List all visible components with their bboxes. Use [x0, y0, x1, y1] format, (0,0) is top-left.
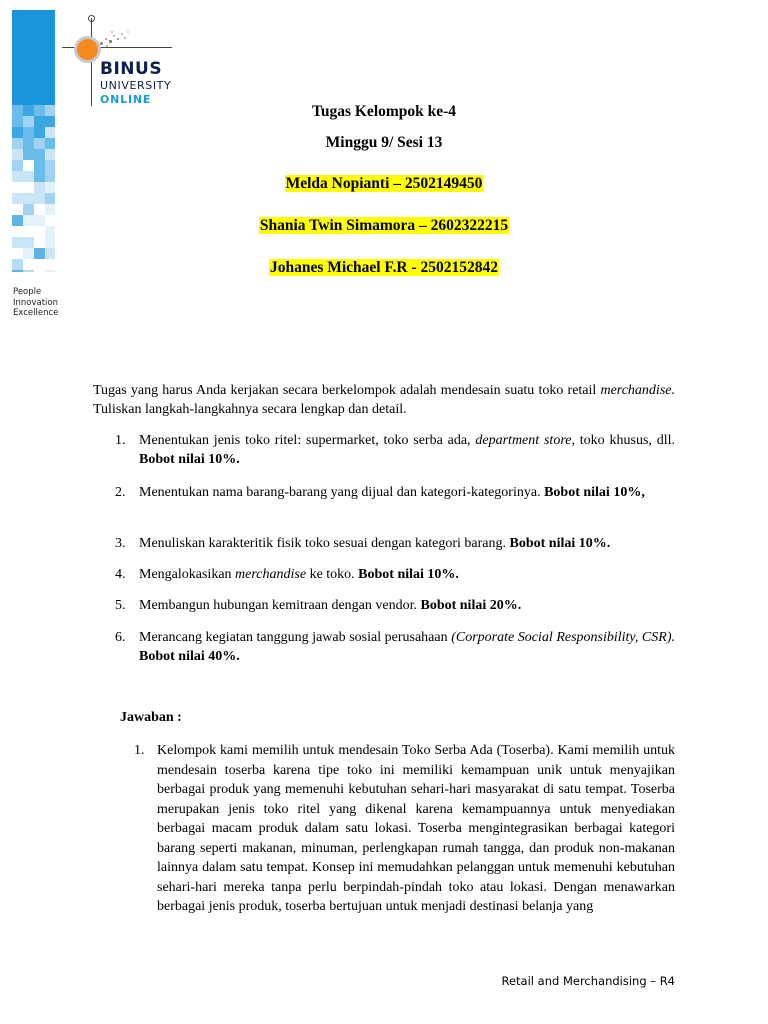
task-number: 5. — [115, 598, 126, 613]
member-3 — [0, 259, 768, 277]
mosaic-tile — [23, 193, 34, 204]
page-footer: Retail and Merchandising – R4 — [501, 974, 675, 988]
task-text: Menentukan jenis toko ritel: supermarket, toko serba ada, — [139, 433, 476, 448]
instructions-paragraph — [93, 381, 675, 419]
task-text: , toko khusus, dll. — [571, 433, 676, 448]
mosaic-tile — [45, 204, 55, 215]
mosaic-tile — [34, 248, 45, 259]
task-item — [93, 596, 675, 615]
task-text: Merancang kegiatan tanggung jawab sosial perusahaan — [139, 630, 452, 645]
task-item — [93, 534, 675, 553]
task-number: 1. — [115, 433, 126, 448]
task-item — [93, 483, 675, 502]
mosaic-tile — [45, 237, 55, 248]
tagline-line: Innovation — [13, 297, 59, 308]
mosaic-tile — [12, 160, 23, 171]
intro-text: Tuliskan langkah-langkahnya secara lengkap dan detail. — [93, 402, 407, 417]
intro-italic: merchandise. — [600, 383, 675, 398]
binus-logo — [58, 14, 198, 114]
tagline-line: People — [13, 287, 42, 297]
task-number: 4. — [115, 567, 126, 582]
answers-heading: Jawaban : — [120, 710, 182, 725]
task-item — [93, 628, 675, 666]
mosaic-tile — [12, 193, 23, 204]
mosaic-tile — [45, 193, 55, 204]
mosaic-tile — [23, 204, 34, 215]
task-weight: Bobot nilai 10%. — [139, 452, 240, 467]
assignment-title — [0, 103, 768, 121]
task-number: 3. — [115, 536, 126, 551]
task-italic: merchandise — [235, 567, 307, 582]
task-number: 2. — [115, 485, 126, 500]
answers-list — [120, 741, 675, 917]
mosaic-tile — [23, 248, 34, 259]
session-label — [0, 134, 768, 152]
assignment-title-text: Tugas Kelompok ke-4 — [311, 103, 457, 120]
member-2 — [0, 217, 768, 235]
intro-text: Tugas yang harus Anda kerjakan secara berkelompok adalah mendesain suatu toko retail — [93, 383, 601, 398]
logo-wordmark-online: ONLINE — [100, 93, 152, 106]
task-text: Menentukan nama barang-barang yang dijual dan kategori-kategorinya. — [139, 485, 545, 500]
task-text: Membangun hubungan kemitraan dengan vendor. — [139, 598, 421, 613]
task-item — [93, 565, 675, 584]
task-text: ke toko. — [306, 567, 359, 582]
tagline-line: Excellence — [13, 308, 59, 318]
member-name: Johanes Michael F.R - 2502152842 — [269, 259, 499, 276]
mosaic-tile — [12, 237, 23, 248]
task-weight: Bobot nilai 10%. — [358, 567, 459, 582]
mosaic-tile — [45, 160, 55, 171]
mosaic-tile — [23, 237, 34, 248]
task-italic: (Corporate Social Responsibility, CSR). — [451, 630, 675, 645]
university-tagline — [13, 287, 58, 319]
answer-text: Kelompok kami memilih untuk mendesain Toko Serba Ada (Toserba). Kami memilih untuk mendesain toserba karena tipe toko ini memiliki kemampuan unik untuk menyajikan berbagai produk yang memenuhi kebutuhan sehari-hari masyarakat di satu tempat. Toserba merupakan jenis toko ritel yang dikenal karena kemampuannya untuk menyediakan berbagai macam produk dalam satu lokasi. Toserba mengintegrasikan berbagai kategori barang seperti makanan, minuman, perlengkapan rumah tangga, dan produk non-makanan lainnya dalam satu tempat. Konsep ini memudahkan pelanggan untuk memenuhi kebutuhan sehari-hari mereka tanpa perlu berpindah-pindah toko atau lokasi. Dengan menawarkan berbagai jenis produk, toserba bertujuan untuk menjadi destinasi belanja yang — [157, 743, 675, 914]
task-text: Mengalokasikan — [139, 567, 236, 582]
member-1 — [0, 175, 768, 193]
answer-number: 1. — [134, 743, 145, 758]
task-weight: Bobot nilai 20%. — [420, 598, 522, 613]
task-weight: Bobot nilai 40%. — [139, 649, 240, 664]
mosaic-tile — [34, 193, 45, 204]
task-text: Menuliskan karakteritik fisik toko sesuai dengan kategori barang. — [139, 536, 510, 551]
mosaic-tile — [45, 248, 55, 259]
logo-globe-icon — [77, 39, 98, 60]
member-name: Melda Nopianti – 2502149450 — [285, 175, 483, 192]
logo-small-ring — [87, 14, 96, 23]
task-weight: Bobot nilai 10%, — [544, 485, 645, 500]
task-number: 6. — [115, 630, 126, 645]
task-weight: Bobot nilai 10%. — [509, 536, 611, 551]
task-italic: department store — [475, 433, 572, 448]
logo-wordmark-binus: BINUS — [100, 59, 163, 79]
answer-item — [120, 741, 675, 917]
session-label-text: Minggu 9/ Sesi 13 — [325, 134, 443, 151]
mosaic-tile — [34, 160, 45, 171]
logo-particles-icon — [98, 28, 130, 52]
logo-wordmark-university: UNIVERSITY — [100, 79, 172, 92]
task-item — [93, 431, 675, 469]
member-name: Shania Twin Simamora – 2602322215 — [259, 217, 509, 234]
mosaic-solid-block — [12, 10, 55, 105]
